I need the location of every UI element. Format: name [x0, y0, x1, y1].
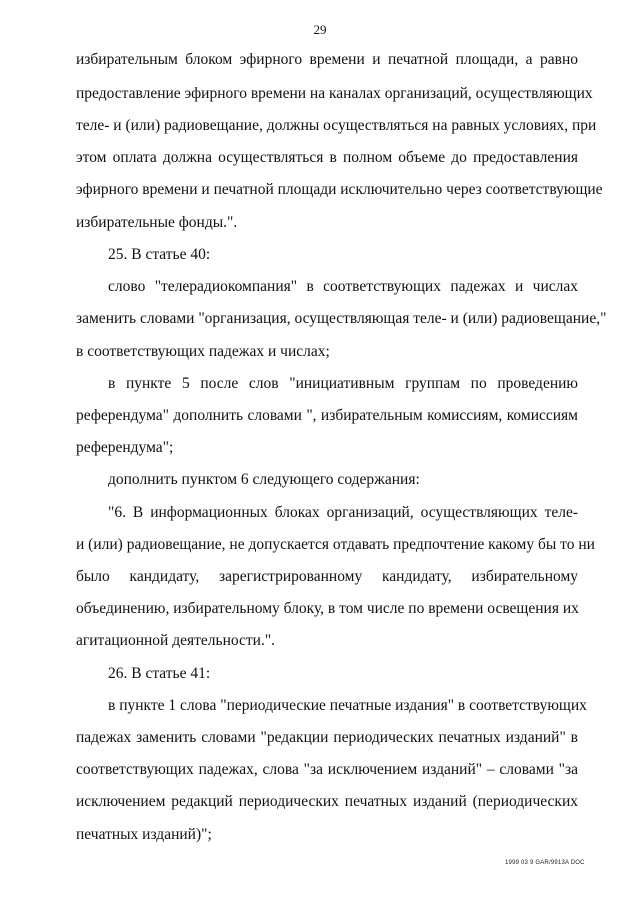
text-line: в пункте 5 после слов "инициативным группам по проведению	[108, 375, 578, 392]
text-line: этом оплата должна осуществляться в полном объеме до предоставления	[76, 149, 578, 166]
text-line: эфирного времени и печатной площади исключительно через соответствующие	[76, 181, 603, 198]
text-line: референдума";	[76, 439, 174, 456]
text-line: "6. В информационных блоках организаций, осуществляющих теле-	[108, 504, 578, 521]
page-number: 29	[313, 22, 327, 37]
text-line: падежах заменить словами "редакции периодических печатных изданий" в	[76, 729, 578, 746]
text-line: исключением редакций периодических печатных изданий (периодических	[76, 793, 578, 810]
text-line: было кандидату, зарегистрированному кандидату, избирательному	[76, 568, 578, 585]
text-line: агитационной деятельности.".	[76, 632, 276, 649]
text-line: в пункте 1 слова "периодические печатные издания" в соответствующих	[108, 697, 587, 714]
section-heading: 25. В статье 40:	[108, 246, 211, 263]
text-line: печатных изданий)";	[76, 826, 212, 843]
text-line: предоставление эфирного времени на каналах организаций, осуществляющих	[76, 85, 593, 102]
text-line: дополнить пунктом 6 следующего содержания:	[108, 471, 420, 488]
section-heading: 26. В статье 41:	[108, 665, 211, 682]
footer-document-code: 1999 03 9 GAR/9913A DOC	[505, 860, 585, 866]
text-line: объединению, избирательному блоку, в том числе по времени освещения их	[76, 600, 579, 617]
text-line: в соответствующих падежах и числах;	[76, 343, 330, 360]
text-line: слово "телерадиокомпания" в соответствующих падежах и числах	[108, 278, 578, 295]
text-line: соответствующих падежах, слова "за исключением изданий" – словами "за	[76, 761, 578, 778]
text-line: теле- и (или) радиовещание, должны осуществляться на равных условиях, при	[76, 117, 597, 134]
text-line: избирательным блоком эфирного времени и печатной площади, а равно	[76, 51, 578, 68]
text-line: референдума" дополнить словами ", избирательным комиссиям, комиссиям	[76, 407, 578, 424]
text-line: и (или) радиовещание, не допускается отдавать предпочтение какому бы то ни	[76, 536, 595, 553]
text-line: избирательные фонды.".	[76, 214, 238, 231]
text-line: заменить словами "организация, осуществляющая теле- и (или) радиовещание,"	[76, 310, 607, 327]
